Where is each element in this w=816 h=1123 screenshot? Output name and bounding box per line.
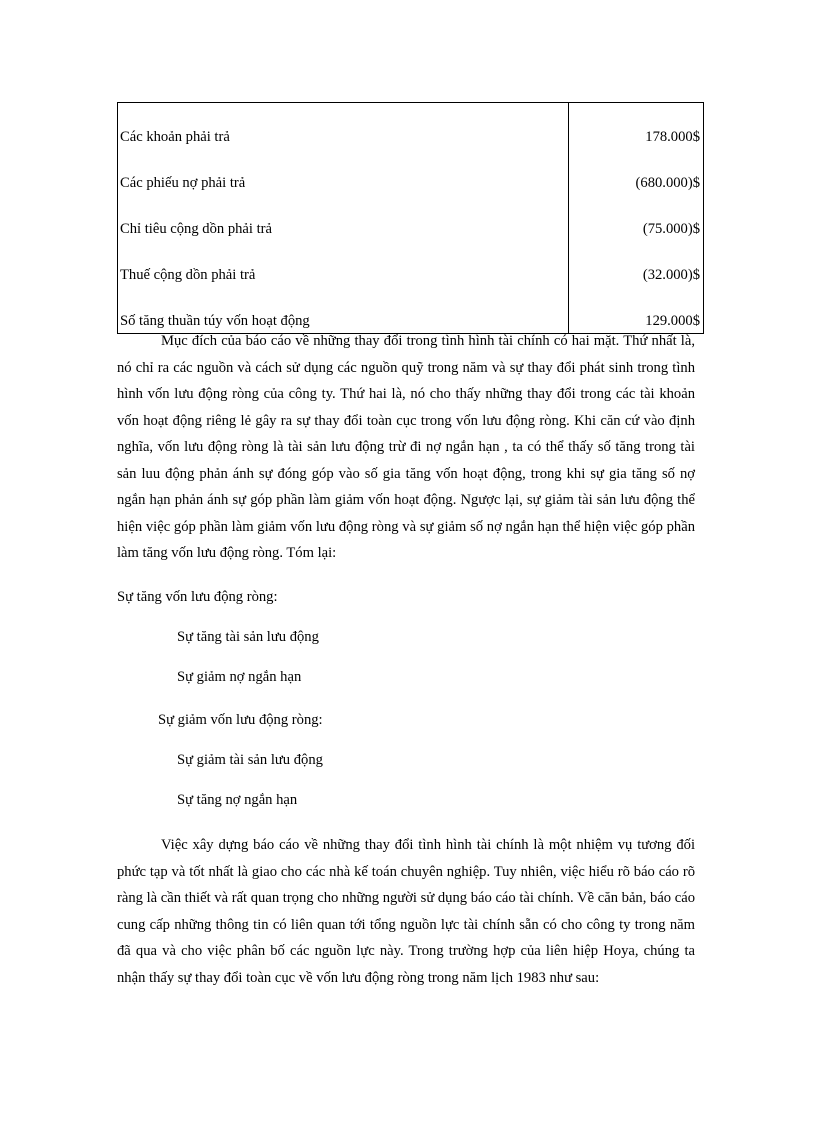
paragraph-construction: Việc xây dựng báo cáo về những thay đổi tình hình tài chính là một nhiệm vụ tương đối phức tạp và tốt nhất là giao cho các nhà kế toán chuyên nghiệp. Tuy nhiên, việc hiểu rõ báo cáo rõ ràng là cần thiết và rất quan trọng cho những người sử dụng báo cáo tài chính. Về căn bản, báo cáo cung cấp những thông tin có liên quan tới tổng nguồn lực tài chính sẵn có cho công ty trong năm đã qua và cho việc phân bố các nguồn lực này. Trong trường hợp của liên hiệp Hoya, chúng ta nhận thấy sự thay đổi toàn cục về vốn lưu động ròng trong năm lịch 1983 như sau: (117, 837, 695, 986)
table-row (118, 241, 704, 287)
row-value: 178.000$ (645, 129, 700, 145)
row-value: (680.000)$ (635, 175, 700, 191)
row-label: Chỉ tiêu cộng dồn phải trả (118, 195, 569, 241)
increase-item: Sự giảm nợ ngắn hạn (177, 669, 302, 685)
decrease-item: Sự tăng nợ ngắn hạn (177, 792, 298, 808)
decrease-item: Sự giảm tài sản lưu động (177, 752, 323, 768)
table-row (118, 103, 704, 150)
working-capital-table (117, 102, 704, 334)
increase-item: Sự tăng tài sản lưu động (177, 629, 319, 645)
row-label: Số tăng thuần túy vốn hoạt động (118, 287, 569, 334)
increase-heading: Sự tăng vốn lưu động ròng: (117, 589, 278, 605)
table-row (118, 287, 704, 334)
decrease-heading: Sự giảm vốn lưu động ròng: (158, 712, 323, 728)
table-row (118, 195, 704, 241)
paragraph-purpose: Mục đích của báo cáo về những thay đổi trong tình hình tài chính có hai mặt. Thứ nhất là, nó chỉ ra các nguồn và cách sử dụng các nguồn quỹ trong năm và sự thay đổi phát sinh trong tình hình vốn lưu động ròng của công ty. Thứ hai là, nó cho thấy những thay đổi trong các tài khoản vốn hoạt động riêng lẻ gây ra sự thay đổi toàn cục trong vốn lưu động ròng. Khi căn cứ vào định nghĩa, vốn lưu động ròng là tài sản lưu động trừ đi nợ ngắn hạn , ta có thể thấy số tăng trong tài sản luu động phản ánh sự đóng góp vào số gia tăng vốn hoạt động, trong khi sự gia tăng số nợ ngắn hạn phản ánh sự góp phần làm giảm vốn hoạt động. Ngược lại, sự giảm tài sản lưu động thể hiện việc góp phần làm giảm vốn lưu động ròng và sự giảm số nợ ngắn hạn thể hiện việc góp phần làm tăng vốn lưu động ròng. Tóm lại: (117, 333, 695, 561)
row-label: Các khoản phải trả (118, 103, 569, 150)
table-row (118, 149, 704, 195)
row-value: (75.000)$ (642, 221, 700, 237)
row-value: (32.000)$ (642, 267, 700, 283)
row-label: Thuế cộng dồn phải trả (118, 241, 569, 287)
row-label: Các phiếu nợ phải trả (118, 149, 569, 195)
row-value: 129.000$ (645, 313, 700, 329)
